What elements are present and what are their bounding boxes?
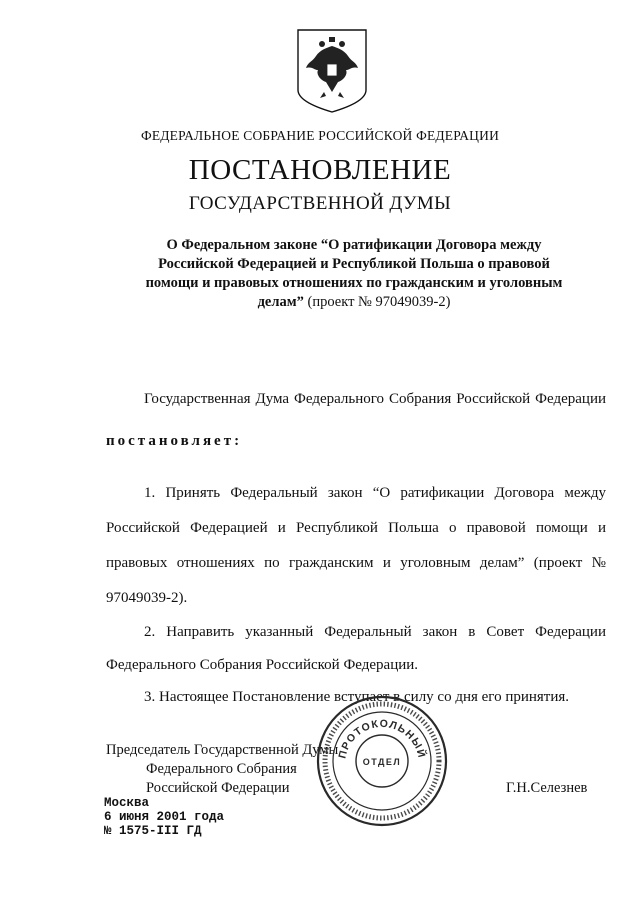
stamp-center-text: ОТДЕЛ <box>362 757 402 767</box>
intro-verb: постановляет: <box>106 433 243 449</box>
document-number: № 1575-III ГД <box>104 824 202 838</box>
signatory-position-line1: Председатель Государственной Думы <box>106 742 339 758</box>
round-seal-icon <box>315 694 449 828</box>
signatory-position-line2: Федерального Собрания <box>146 761 297 777</box>
double-headed-eagle-icon <box>296 28 368 114</box>
coat-of-arms-emblem <box>296 28 368 114</box>
document-city: Москва <box>104 796 150 810</box>
item-2-paragraph: 2. Направить указанный Федеральный закон в Совет Федерации Федерального Собрания Российской Федерации. <box>106 624 606 673</box>
document-subject <box>140 236 568 312</box>
organization-heading: ФЕДЕРАЛЬНОЕ СОБРАНИЕ РОССИЙСКОЙ ФЕДЕРАЦИИ <box>140 128 500 143</box>
subject-bold-text: О Федеральном законе “О ратификации Договора между Российской Федерацией и Республикой Польша о правовой помощи и правовых отношениях по гражданским и уголовным делам” <box>145 237 563 310</box>
document-title: ПОСТАНОВЛЕНИЕ <box>188 154 452 186</box>
signatory-name: Г.Н.Селезнев <box>506 780 588 796</box>
official-stamp <box>315 694 449 828</box>
document-subtitle: ГОСУДАРСТВЕННОЙ ДУМЫ <box>188 193 452 214</box>
item-3-paragraph: 3. Настоящее Постановление вступает в силу со дня его принятия. <box>144 689 570 705</box>
document-date: 6 июня 2001 года <box>104 810 225 824</box>
intro-paragraph <box>106 378 606 462</box>
intro-text: Государственная Дума Федерального Собрания Российской Федерации <box>144 391 606 407</box>
subject-project-number: (проект № 97049039-2) <box>303 294 451 310</box>
signatory-position-line3: Российской Федерации <box>146 780 290 796</box>
item-1-paragraph: 1. Принять Федеральный закон “О ратификации Договора между Российской Федерацией и Республикой Польша о правовой помощи и правовых отношениях по гражданским и уголовным делам” (проект № 97049039-2). <box>106 485 606 606</box>
stamp-inner-text: ПРОТОКОЛЬНЫЙ <box>336 717 428 760</box>
